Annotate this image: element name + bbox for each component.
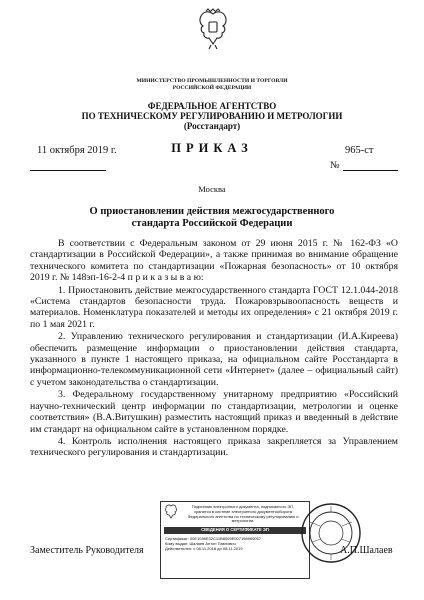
- coat-of-arms-emblem: [195, 8, 231, 50]
- body-paragraph: 2. Управлению технического регулирования и стандартизации (И.А.Киреева) обеспечить размещение информации о приостановлении действия стандарта, указанного в пункте 1 настоящего приказа, на официальном сайте Росстандарта в информационно-телекоммуникационной сети «Интернет» (далее – официальный сайт) с учетом законодательства о стандартизации.: [30, 331, 398, 388]
- agency-line: (Росстандарт): [183, 121, 241, 132]
- body-paragraph: 4. Контроль исполнения настоящего приказа закрепляется за Управлением технического регулирования и стандартизации.: [30, 435, 398, 459]
- agency-line: ФЕДЕРАЛЬНОЕ АГЕНТСТВО: [147, 101, 277, 111]
- stamp-notice-line: метрологии.: [231, 518, 255, 524]
- order-number: 965-ст: [345, 145, 374, 156]
- stamp-notice-line: Подлинник электронного документа, подписанного ЭП,: [191, 504, 295, 509]
- stamp-band: СВЕДЕНИЯ О СЕРТИФИКАТЕ ЭП: [164, 527, 306, 534]
- order-city: Москва: [198, 184, 226, 194]
- stamp-issued-to: Кому выдан: Шалаев Антон Павлович: [165, 541, 236, 546]
- ministry-name: [0, 78, 424, 91]
- order-title: ПРИКАЗ: [171, 141, 253, 155]
- body-paragraph: В соответствии с Федеральным законом от 29 июня 2015 г. № 162-ФЗ «О стандартизации в Российской Федерации», а также принимая во внимание обращение технического комитета по стандартизации «Пожарная безопасность» от 10 октября 2019 г. № 148эп-16-2-4 п р и к а з ы в а ю:: [30, 238, 398, 284]
- stamp-cert-info: [161, 536, 309, 551]
- signer-name: А.П.Шалаев: [340, 545, 393, 556]
- stamp-valid: Действителен: с 08.11.2018 до 08.11.2019: [165, 546, 243, 551]
- subject-line: стандарта Российской Федерации: [131, 218, 293, 229]
- ministry-line: МИНИСТЕРСТВО ПРОМЫШЛЕННОСТИ И ТОРГОВЛИ: [136, 78, 288, 84]
- body-paragraph: 3. Федеральному государственному унитарному предприятию «Российский научно-технический центр информации по стандартизации, метрологии и оценке соответствия» (В.А.Витушкин) разместить настоящий приказ и введенный в действие им стандарт на официальном сайте в установленном порядке.: [30, 389, 398, 435]
- stamp-notice: [161, 502, 309, 525]
- order-date: 11 октября 2019 г.: [37, 145, 117, 156]
- number-sign: №: [330, 160, 340, 171]
- stamp-cert: Сертификат: 00E1036E32C11B8009E007198960057: [165, 536, 261, 541]
- ministry-line: РОССИЙСКОЙ ФЕДЕРАЦИИ: [172, 84, 252, 91]
- order-subject: [0, 206, 424, 230]
- agency-name: [0, 101, 424, 132]
- number-underline: [343, 170, 398, 171]
- date-underline: [30, 170, 106, 171]
- body-paragraph: 1. Приостановить действие межгосударственного стандарта ГОСТ 12.1.044-2018 «Система стандартов безопасности труда. Пожаровзрывоопасность веществ и материалов. Номенклатура показателей и методы их определения» с 21 октября 2019 г. по 1 мая 2021 г.: [30, 284, 398, 330]
- stamp-emblem-icon: [164, 504, 178, 520]
- subject-line: О приостановлении действия межгосударственного: [89, 206, 335, 217]
- stamp-notice-line: хранится в системе электронного документооборота: [193, 508, 293, 514]
- agency-line: ПО ТЕХНИЧЕСКОМУ РЕГУЛИРОВАНИЮ И МЕТРОЛОГИИ: [81, 111, 343, 122]
- order-body: [30, 238, 398, 460]
- stamp-notice-line: Федерального агентства по техническому регулированию и: [187, 513, 299, 519]
- electronic-signature-stamp: [160, 501, 310, 579]
- signer-position: Заместитель Руководителя: [30, 545, 144, 556]
